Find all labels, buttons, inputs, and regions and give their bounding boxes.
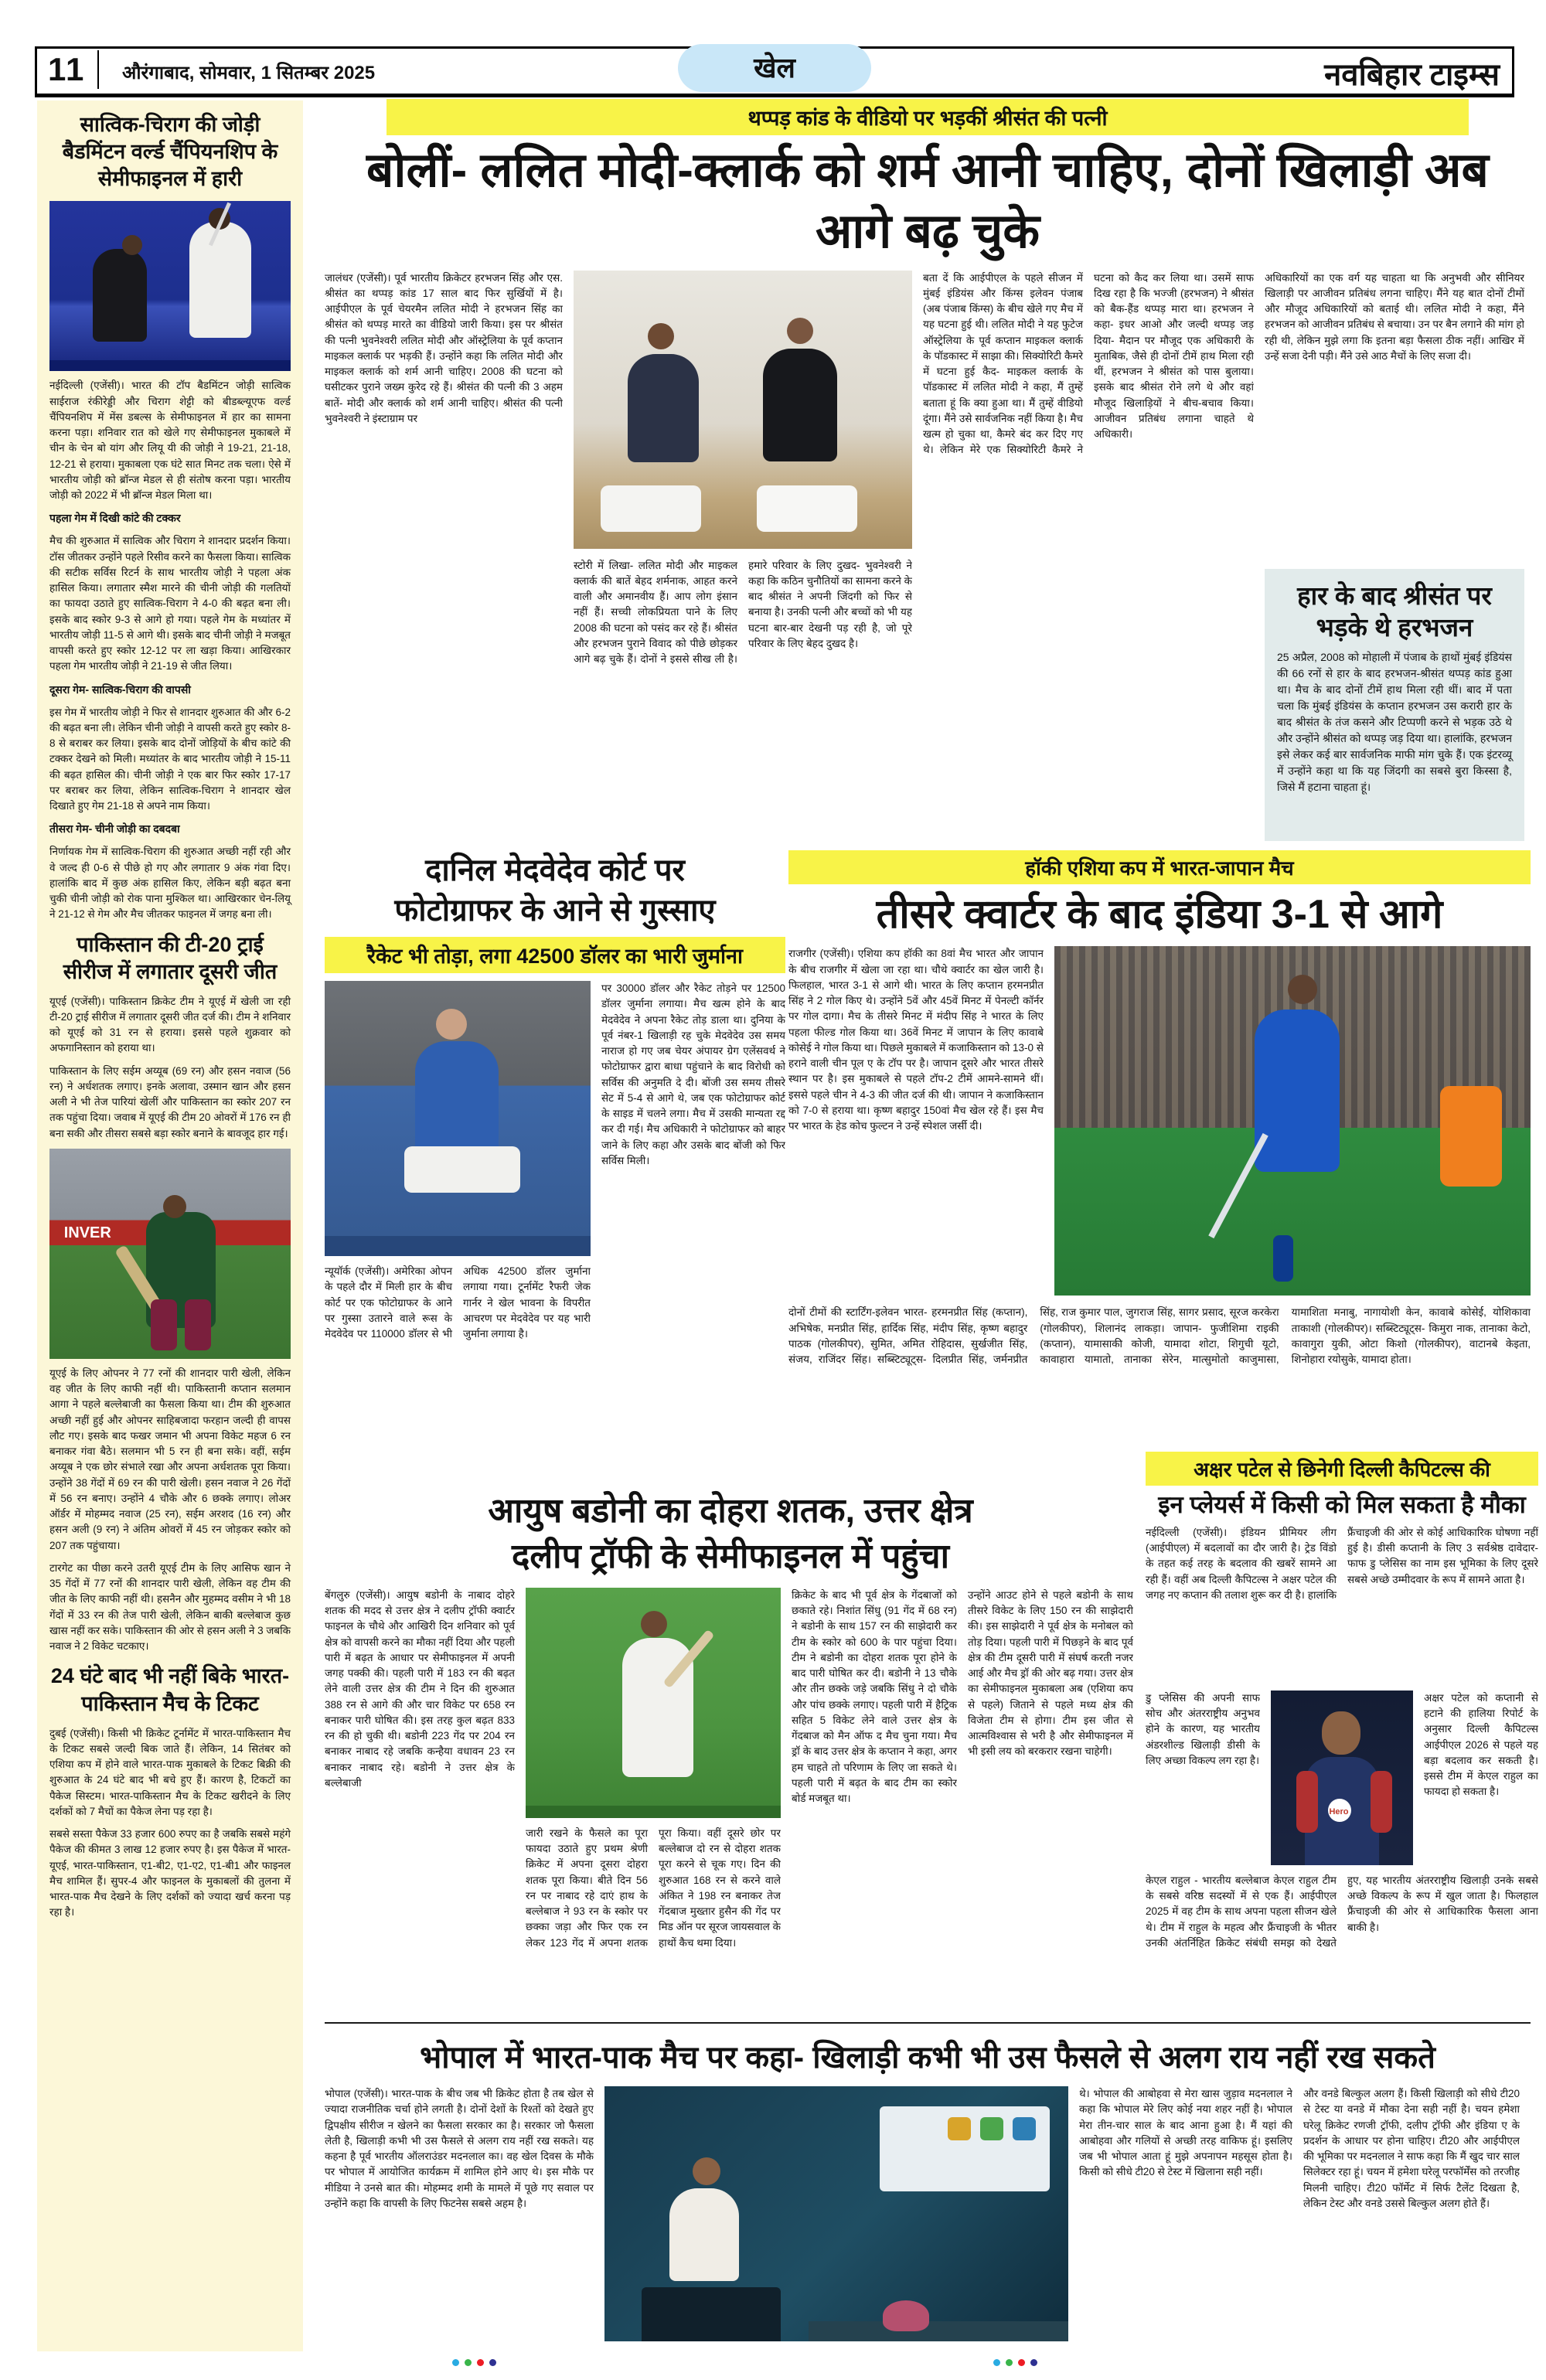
badminton-headline: सात्विक-चिराग की जोड़ी बैडमिंटन वर्ल्ड चैंपियनशिप के सेमीफाइनल में हारी [62, 113, 278, 191]
left-column [37, 100, 303, 2351]
photo-badoni-celebration [526, 1588, 781, 1818]
akshar-right-text: अक्षर पटेल को कप्तानी से हटाने की हालिया रिपोर्ट के अनुसार दिल्ली कैपिटल्स आईपीएल 2026 से पहले यह बड़ा बदलाव कर सकती है। इससे टीम में केएल राहुल का फायदा हो सकता है। [1424, 1691, 1538, 1798]
badminton-subhead2: दूसरा गेम- सात्विक-चिराग की वापसी [49, 683, 191, 696]
medvedev-story [325, 850, 785, 1480]
paper-title: नवबिहार टाइम्स [1324, 58, 1500, 92]
medvedev-right-col: पर 30000 डॉलर और रैकेट तोड़ने पर 12500 डॉलर जुर्माना लगाया। मैच खत्म होने के बाद मेदवेदेव ने अपना रैकेट तोड़ डाला था। दुनिया के पूर्व नंबर-1 खिलाड़ी रह चुके मेदवेदेव उस समय नाराज हो गए जब चेयर अंपायर ग्रेग एलेंसवर्थ ने फोटोग्राफर द्वारा बाधा पहुंचाने के बाद विरोधी को सर्विस की अनुमति दे दी। बोंजी उस समय तीसरे सेट में 5-4 से आगे थे, जब एक फोटोग्राफर कोर्ट के साइड में चलने लगा। मैच में उसकी मान्यता रद्द कर दी गई। मैच अधिकारी ने फोटोग्राफर को बाहर जाने के लिए कहा और उसके बाद बोंजी को फिर सर्विस मिली। [601, 982, 785, 1166]
lead-right-top: अधिकारियों का एक वर्ग यह चाहता था कि अनुभवी और सीनियर खिलाड़ी पर आजीवन प्रतिबंध लगना चाहिए। मैंने यह बात दोनों टीमों और मौजूद अधिकारियों को बताई थी। ललित मोदी ने कहा, मैंने हरभजन को आजीवन प्रतिबंध से बचाया। उन पर बैन लगाने की मांग हो रही थी, लेकिन मुझे लगा कि इतना बड़ा फैसला ठीक नहीं। आखिर में उन्हें सजा देनी पड़ी। मैंने उसे आठ मैचों के लिए सजा दी। [1265, 271, 1524, 362]
footer-dots-right [993, 2356, 1043, 2370]
ad-board-text: INVER [63, 1224, 111, 1241]
photo-medvedev-court [325, 981, 591, 1256]
hockey-col1: राजगीर (एजेंसी)। एशिया कप हॉकी का 8वां मैच भारत और जापान के बीच राजगीर में खेला जा रहा था। चौथे क्वार्टर का खेल जारी है। फिलहाल, भारत 3-1 से आगे थी। भारत के लिए कप्तान हरमनप्रीत सिंह ने 2 गोल किए थे। उन्होंने 5वें और 45वें मिनट में पेनल्टी कॉर्नर पर गोल दागा। मैच के तीसरे मिनट में मंदीप सिंह ने भारत के लिए पहला फील्ड गोल किया था। 36वें मिनट में जापान के लिए कावाबे कोसेई ने गोल किया था। पिछले मुकाबले में कजाकिस्तान को 13-0 से हराने वाली चीन पूल ए के टॉप पर है। जापान दूसरे और भारत तीसरे स्थान पर है। इस मुकाबले से पहले टॉप-2 टीमें आमने-सामने थीं। इससे पहले चीन ने 4-3 की जीत दर्ज की थी। जापान ने कजाकिस्तान को 7-0 से हराया था। कृष्ण बहादुर 150वां मैच खेल रहे हैं। इस मैच पर भारत के हेड कोच फुल्टन ने उन्हें स्पेशल जर्सी दी। [788, 948, 1044, 1132]
badminton-para3: इस गेम में भारतीय जोड़ी ने फिर से शानदार शुरुआत की और 6-2 की बढ़त बना ली। लेकिन चीनी जोड़ी ने वापसी करते हुए स्कोर 8-8 से बराबर कर लिया। इसके बाद दोनों जोड़ियों के बीच कांटे की टक्कर देखने को मिली। मध्यांतर के बाद भारतीय जोड़ी ने 15-11 की बढ़त हासिल की। चीनी जोड़ी ने एक बार फिर स्कोर 17-17 पर बराबर कर लिया, लेकिन सात्विक-चिराग ने शानदार खेल दिखाते हुए गेम 21-18 से अपने नाम किया। [49, 706, 291, 812]
bhopal-story [325, 2027, 1531, 2351]
section-title: खेल [678, 44, 871, 92]
page-number: 11 [48, 50, 99, 89]
akshar-top-text: नईदिल्ली (एजेंसी)। इंडियन प्रीमियर लीग (आईपीएल) में बदलावों का दौर जारी है। ट्रेड विंडो के तहत कई तरह के बदलाव की खबरें सामने आ रही हैं। वहीं अब दिल्ली कैपिटल्स ने अक्षर पटेल की जगह नए कप्तान की तलाश शुरू कर दी है। हालांकि फ्रैंचाइजी की ओर से कोई आधिकारिक घोषणा नहीं हुई है। डीसी कप्तानी के लिए 3 सर्वश्रेष्ठ दावेदार- फाफ डु प्लेसिस का नाम इस भूमिका के लिए दूसरे सबसे अच्छे उम्मीदवार के रूप में सामने आता है। [1146, 1526, 1538, 1601]
badoni-middle [526, 1588, 781, 2073]
masthead [35, 46, 1514, 97]
medvedev-left [325, 981, 591, 1480]
medvedev-headline: दानिल मेदवेदेव कोर्ट पर फोटोग्राफर के आने से गुस्साए [394, 853, 716, 928]
akshar-left-text: डु प्लेसिस की अपनी साफ सोच और अंतरराष्ट्रीय अनुभव होने के कारण, यह भारतीय अंडरशील्ड खिलाड़ी डीसी के लिए अच्छा विकल्प लग रहा है। [1146, 1691, 1260, 1766]
photo-badminton-players [49, 201, 291, 371]
bhopal-col3: थे। भोपाल की आबोहवा से मेरा खास जुड़ाव मदनलाल ने कहा कि भोपाल मेरे लिए कोई नया शहर नहीं है। भोपाल मेरा तीन-चार साल के बाद आना हुआ है। मैं यहां की आबोहवा और गलियों से अच्छी तरह वाकिफ हूं। इसलिए जब भी भोपाल आता हूं मुझे अपनापन महसूस होता है। किसी को सीधे टी20 से टेस्ट में खिलाना सही नहीं। [1079, 2088, 1292, 2178]
badoni-under: जारी रखने के फैसले का पूरा फायदा उठाते हुए प्रथम श्रेणी क्रिकेट में अपना दूसरा दोहरा शतक पूरा किया। बीते दिन 56 रन पर नाबाद रहे दाएं हाथ के बल्लेबाज ने 93 रन के स्कोर पर छक्का जड़ा और फिर एक रन लेकर 123 गेंद में अपना शतक पूरा किया। वहीं दूसरे छोर पर बल्लेबाज दो रन से दोहरा शतक पूरा करने से चूक गए। दिन की शुरुआत 168 रन से करने वाले अंकित ने 198 रन बनाकर तेज गेंदबाज मुख्तार हुसैन की गेंद पर मिड ऑन पर सूरज जायसवाल के हाथों कैच थमा दिया। [526, 1827, 781, 1949]
lead-kicker: थप्पड़ कांड के वीडियो पर भड़कीं श्रीसंत की पत्नी [386, 99, 1469, 135]
badminton-para2: मैच की शुरुआत में सात्विक और चिराग ने शानदार प्रदर्शन किया। टॉस जीतकर उन्होंने पहले रिसीव करने का फैसला किया। सात्विक की सटीक सर्विस रिटर्न के साथ भारतीय जोड़ी ने पहला अंक हासिल किया। लगातार स्मैश मारने की चीनी जोड़ी की गलतियों का फायदा उठाते हुए सात्विक-चिराग ने 4-0 की बढ़त बना ली। इसके बाद स्कोर 9-3 से आगे हो गया। पहले गेम के मध्यांतर में भारतीय जोड़ी 11-5 से आगे थी। इसके बाद चीनी जोड़ी ने मजबूत वापसी करते हुए स्कोर 12-12 पर ला खड़ा किया। आखिरकार पहला गेम भारतीय जोड़ी ने 21-19 से जीत लिया। [49, 535, 291, 672]
badoni-story [325, 1488, 1136, 2083]
photo-cricket-batsman [49, 1149, 291, 1359]
medvedev-subhead: रैकेट भी तोड़ा, लगा 42500 डॉलर का भारी जुर्माना [325, 937, 785, 973]
badoni-headline: आयुष बडोनी का दोहरा शतक, उत्तर क्षेत्र दलीप ट्रॉफी के सेमीफाइनल में पहुंचा [488, 1492, 973, 1576]
akshar-headline: इन प्लेयर्स में किसी को मिल सकता है मौका [1158, 1491, 1526, 1518]
badminton-para1: नईदिल्ली (एजेंसी)। भारत की टॉप बैडमिंटन जोड़ी सात्विक साईराज रंकीरेड्डी और चिराग शेट्टी को बीडब्ल्यूएफ वर्ल्ड चैंपियनशिप में मेंस डबल्स के सेमीफाइनल में हार का सामना करना पड़ा। शनिवार रात को खेले गए सेमीफाइनल मुकाबले में चीन के चेन बो यांग और लियू यी की जोड़ी ने 19-21, 21-18, 12-21 से हराया। मुकाबला एक घंटे सात मिनट तक चला। ऐसे में भारतीय जोड़ी को ब्रॉन्ज मेडल से ही संतोष करना पड़ा। भारतीय जोड़ी को 2022 में भी ब्रॉन्ज मेडल मिला था। [49, 380, 291, 502]
pak-para3: यूएई के लिए ओपनर ने 77 रनों की शानदार पारी खेली, लेकिन वह जीत के लिए काफी नहीं थी। पाकिस्तानी कप्तान सलमान आगा ने पहले बल्लेबाजी का फैसला किया था। टीम की शुरुआत अच्छी नहीं हुई और ओपनर साहिबजादा फरहान जल्दी ही वापस लौट गए। इसके बाद फखर जमान भी अपना विकेट महज 6 रन बनाकर गंवा बैठे। सलमान भी 5 रन ही बना सके। वहीं, सईम अय्यूब ने एक छोर संभाले रखा और अपना अर्धशतक पूरा किया। उन्होंने 38 गेंदों में 69 रन की पारी खेली। हसन नवाज ने 26 गेंदों में 56 रन बनाए। उन्होंने 4 चौके और 6 छक्के लगाए। लोअर ऑर्डर में मोहम्मद नवाज (25 रन), सईम अरशद (16 रन) और हसन अली (9 रन) ने अंतिम ओवरों में 45 रन जोड़कर स्कोर को 207 तक पहुंचाया। [49, 1367, 291, 1551]
dateline: औरंगाबाद, सोमवार, 1 सितम्बर 2025 [122, 63, 376, 83]
harbhajan-box-body: 25 अप्रैल, 2008 को मोहाली में पंजाब के हाथों मुंबई इंडियंस की 66 रनों से हार के बाद हरभजन-श्रीसंत थप्पड़ कांड हुआ था। मैच के बाद दोनों टीमें हाथ मिला रही थीं। बाद में पता चला कि मुंबई इंडियंस के कप्तान हरभजन उस करारी हार के बाद श्रीसंत के तंज कसने और टिप्पणी करने से भड़क उठे थे और उन्होंने श्रीसंत को थप्पड़ जड़ दिया था। हालांकि, हरभजन इसे लेकर कई बार सार्वजनिक माफी मांग चुके हैं। एक इंटरव्यू में उन्होंने कहा था कि यह जिंदगी का सबसे बुरा किस्सा है, जिसे मैं हटाना चाहता हूं। [1277, 651, 1512, 794]
medvedev-under: न्यूयॉर्क (एजेंसी)। अमेरिका ओपन के पहले दौर में मिली हार के बीच कोर्ट पर एक फोटोग्राफर के आने पर गुस्सा उतारने वाले रूस के मेदवेदेव पर 110000 डॉलर से भी अधिक 42500 डॉलर जुर्माना लगाया गया। टूर्नामेंट रैफरी जेक गार्नर ने खेल भावना के विपरीत आचरण पर मेदवेदेव पर यह भारी जुर्माना लगाया है। [325, 1265, 591, 1340]
pak-para4: टारगेट का पीछा करने उतरी यूएई टीम के लिए आसिफ खान ने 35 गेंदों में 77 रनों की शानदार पारी खेली, लेकिन वह टीम की जीत के लिए काफी नहीं थी। हसनैन और मुहम्मद वसीम ने भी 18 गेंदों में 33 रन की तेज पारी खेली, लेकिन बाकी बल्लेबाज कुछ खास नहीं कर सके। पाकिस्तान की ओर से हसन अली ने 3 जबकि नवाज ने 2 विकेट चटकाए। [49, 1561, 291, 1653]
jersey-logo-text: Hero [1329, 1807, 1349, 1817]
lead-right-rail [1265, 271, 1524, 843]
akshar-story [1146, 1452, 1538, 2082]
hockey-story [788, 850, 1531, 1480]
photo-akshar-patel [1271, 1691, 1413, 1865]
badminton-subhead1: पहला गेम में दिखी कांटे की टक्कर [49, 512, 181, 525]
pak-headline: पाकिस्तान की टी-20 ट्राई सीरीज में लगातार दूसरी जीत [63, 932, 278, 983]
lead-under-photo: स्टोरी में लिखा- ललित मोदी और माइकल क्लार्क की बातें बेहद शर्मनाक, आहत करने वाली और अमानवीय हैं। आप लोग इंसान नहीं हैं। सच्ची लोकप्रियता पाने के लिए 2008 की घटना को पसंद कर रहे हैं। श्रीसंत और हरभजन पुराने विवाद को पीछे छोड़कर आगे बढ़ चुके हैं। दोनों ने इससे सीख ली है। हमारे परिवार के लिए दुखद- भुवनेश्वरी ने कहा कि कठिन चुनौतियों का सामना करने के बाद श्रीसंत ने अपनी जिंदगी को फिर से बनाया है। उनकी पत्नी और बच्चों को भी यह घटना बार-बार देखनी पड़ रही है, जो पूरे परिवार के लिए बेहद दुखद है। [574, 559, 912, 666]
bhopal-col1: भोपाल (एजेंसी)। भारत-पाक के बीच जब भी क्रिकेट होता है तब खेल से ज्यादा राजनीतिक चर्चा होने लगती है। दोनों देशों के रिश्तों को देखते हुए द्विपक्षीय सीरीज न खेलने का फैसला सरकार का है। सरकार जो फैसला लेती है, खिलाड़ी कभी भी उस फैसले से अलग राय नहीं रख सकते। यह कहना है पूर्व भारतीय ऑलराउंडर मदनलाल का। वह खेल दिवस के मौके पर भोपाल में आयोजित कार्यक्रम में शामिल होने आए थे। इस मौके पर मीडिया ने उनसे बात की। मोहम्मद शमी के मामले में पूछे गए सवाल पर उन्होंने कहा कि वापसी के लिए फिटनेस सबसे अहम है। [325, 2088, 594, 2209]
harbhajan-box-headline: हार के बाद श्रीसंत पर भड़के थे हरभजन [1297, 581, 1492, 642]
pak-para2: पाकिस्तान के लिए सईम अय्यूब (69 रन) और हसन नवाज (56 रन) ने अर्धशतक लगाए। इनके अलावा, उस्मान खान और हसन अली ने भी तेज पारियां खेलीं और पाकिस्तान का स्कोर 207 रन तक पहुंचा दिया। जवाब में यूएई की टीम 20 ओवरों में 176 रन ही बना सकी और तीसरा सबसे बड़ा स्कोर बनाने के बावजूद हार गई। [49, 1064, 291, 1139]
badoni-col3: क्रिकेट के बाद भी पूर्व क्षेत्र के गेंदबाजों को छकाते रहे। निशांत सिंधु (91 गेंद में 68 रन) ने बडोनी के साथ 157 रन की साझेदारी कर टीम के स्कोर को 600 के पार पहुंचा दिया। टीम ने बडोनी का दोहरा शतक पूरा होने के बाद पारी घोषित कर दी। बडोनी ने 13 चौके और तीन छक्के जड़े जबकि सिंधु ने दो चौके और पांच छक्के लगाए। पहली पारी में हैट्रिक सहित 5 विकेट लेने वाले उत्तर क्षेत्र के गेंदबाज को मैन ऑफ द मैच चुना गया। मैच ड्रॉ के बाद उत्तर क्षेत्र के कप्तान ने कहा, अगर हम चाहते तो परिणाम के लिए जा सकते थे। पहली पारी में बढ़त के बाद टीम का स्कोर बोर्ड मजबूत था। [792, 1588, 957, 1805]
photo-sreesanth-interview [574, 271, 912, 549]
lead-col1: जालंधर (एजेंसी)। पूर्व भारतीय क्रिकेटर हरभजन सिंह और एस. श्रीसंत का थप्पड़ कांड 17 साल बाद फिर सुर्खियों में है। आईपीएल के पूर्व चेयरमैन ललित मोदी ने हरभजन सिंह का श्रीसंत को थप्पड़ मारते का वीडियो जारी किया। इस पर श्रीसंत की पत्नी भुवनेश्वरी ललित मोदी और ऑस्ट्रेलिया के पूर्व कप्तान माइकल क्लार्क पर भड़की हैं। उन्होंने कहा कि ललित मोदी और माइकल क्लार्क को शर्म आनी चाहिए। 2008 की घटना को घसीटकर पुराने जख्म कुरेद रहे हैं। श्रीसंत की पत्नी की 3 अहम बातें- मोदी और क्लार्क को शर्म आनी चाहिए। श्रीसंत की पत्नी भुवनेश्वरी ने इंस्टाग्राम पर [325, 271, 563, 424]
photo-hockey-match [1054, 946, 1531, 1296]
lead-headline: बोलीं- ललित मोदी-क्लार्क को शर्म आनी चाहिए, दोनों खिलाड़ी अब आगे बढ़ चुके [366, 144, 1489, 259]
lead-story [325, 99, 1531, 843]
badminton-para4: निर्णायक गेम में सात्विक-चिराग की शुरुआत अच्छी नहीं रही और वे जल्द ही 0-6 से पीछे हो गए और लगातार 9 अंक गंवा दिए। हालांकि बाद में कुछ अंक हासिल किए, लेकिन बड़ी बढ़त बना चुकी चीनी जोड़ी को रोक पाना मुश्किल था। आखिरकार चेन-लियू ने 21-12 से गेम और मैच जीतकर फाइनल में जगह बना ली। [49, 846, 291, 921]
footer-dots-left [452, 2356, 502, 2370]
tickets-para1: दुबई (एजेंसी)। किसी भी क्रिकेट टूर्नामेंट में भारत-पाकिस्तान मैच के टिकट सबसे जल्दी बिक जाते हैं। लेकिन, 14 सितंबर को एशिया कप में होने वाले भारत-पाक मुकाबले के टिकट बिक्री की शुरुआत के 24 घंटे बाद भी बचे हुए हैं। कारण है, टिकटों का पैकेज सिस्टम। भारत-पाकिस्तान मैच के टिकट खरीदने के लिए दर्शकों को 7 मैचों का पैकेज लेना पड़ रहा है। [49, 1727, 291, 1817]
bhopal-col4: और वनडे बिल्कुल अलग हैं। किसी खिलाड़ी को सीधे टी20 से टेस्ट या वनडे में मौका देना सही नहीं है। चयन हमेशा घरेलू क्रिकेट रणजी ट्रॉफी, दलीप ट्रॉफी और इंडिया ए के प्रदर्शन के आधार पर होना चाहिए। टी20 और आईपीएल की भूमिका पर मदनलाल ने साफ कहा कि मैं खुद चार साल सिलेक्टर रहा हूं। चयन में हमेशा घरेलू परफॉर्मेंस को तरजीह मिलनी चाहिए। टी20 फॉर्मेट में सिर्फ टैलेंट दिखता है, लेकिन टेस्ट और वनडे उससे बिल्कुल अलग होते हैं। [1303, 2088, 1520, 2209]
akshar-bottom-text: केएल राहुल - भारतीय बल्लेबाज केएल राहुल टीम के सबसे वरिष्ठ सदस्यों में से एक हैं। आईपीएल 2025 में वह टीम के साथ अपना पहला सीजन खेले थे। टीम में राहुल के महत्व और फ्रैंचाइजी के भीतर उनकी अंतर्निहित क्रिकेट संबंधी समझ को देखते हुए, यह भारतीय अंतरराष्ट्रीय खिलाड़ी उनके सबसे अच्छे विकल्प के रूप में खुल जाता है। फिलहाल फ्रैंचाइजी की ओर से आधिकारिक फैसला आना बाकी है। [1146, 1874, 1538, 1949]
hockey-teams: दोनों टीमों की स्टार्टिंग-इलेवन भारत- हरमनप्रीत सिंह (कप्तान), अभिषेक, मनप्रीत सिंह, हार्दिक सिंह, मंदीप सिंह, कृष्ण बहादुर पाठक (गोलकीपर), सुमित, अमित रोहिदास, सुर्खजीत सिंह, संजय, राजिंदर सिंह। सब्स्टिट्यूट्स- दिलप्रीत सिंह, जर्मनप्रीत सिंह, राज कुमार पाल, जुगराज सिंह, सागर प्रसाद, सूरज करकेरा (गोलकीपर), शिलानंद लाकड़ा। जापान- फुजीशिमा राइकी (कप्तान), यामासाकी कोजी, यामादा शोटा, शिगुची यूटो, कावाहारा यामातो, तानाका सेरेन, मात्सुमोतो काजुमासा, यामाशिता मनाबु, नागायोशी केन, कावाबे कोसेई, योशिकावा ताकाशी (गोलकीपर)। सब्स्टिट्यूट्स- किमुरा नाक, तानाका केटो, कावागुरा युकी, ओटा किशो (गोलकीपर), वाटानबे केइता, शिनोहारा रयोसुके, यामादा होता। [788, 1306, 1531, 1366]
akshar-kicker: अक्षर पटेल से छिनेगी दिल्ली कैपिटल्स की [1146, 1452, 1538, 1486]
divider-rule [325, 2022, 1531, 2024]
harbhajan-box [1265, 569, 1524, 841]
lead-col3: बता दें कि आईपीएल के पहले सीजन में मुंबई इंडियंस और किंग्स इलेवन पंजाब (अब पंजाब किंग्स) के बीच खेले गए मैच में यह घटना हुई थी। ललित मोदी ने यह फुटेज ऑस्ट्रेलिया के पूर्व कप्तान माइकल क्लार्क के पॉडकास्ट में साझा की। सिक्योरिटी कैमरे में घटना हुई कैद- माइकल क्लार्क के पॉडकास्ट में ललित मोदी ने कहा, मैं तुम्हें बताता हूं कि क्या हुआ था। मैं तुम्हें वीडियो दूंगा। मैंने उसे सार्वजनिक नहीं किया है। मैच खत्म हो चुका था, कैमरे बंद कर दिए गए थे। लेकिन मेरे एक सिक्योरिटी कैमरे ने घटना को कैद कर लिया था। उसमें साफ दिख रहा है कि भज्जी (हरभजन) ने श्रीसंत को बैक-हैंड थप्पड़ मारा था। हरभजन ने कहा- इधर आओ और जल्दी थप्पड़ जड़ दिया- मैदान पर मौजूद एक अधिकारी के मुताबिक, जैसे ही दोनों टीमें हाथ मिला रही थीं, हरभजन ने श्रीसंत को पास बुलाया। इसके बाद श्रीसंत रोने लगे थे और वहां मौजूद खिलाड़ियों ने बीच-बचाव किया। आजीवन प्रतिबंध लगाना चाहते थे अधिकारी। [923, 271, 1254, 456]
badoni-col4: उन्होंने आउट होने से पहले बडोनी के साथ तीसरे विकेट के लिए 150 रन की साझेदारी की। इस साझेदारी ने पूर्व क्षेत्र के मनोबल को तोड़ दिया। पहली पारी में पिछड़ने के बाद पूर्व क्षेत्र की टीम दूसरी पारी में संघर्ष करती नजर आई और मैच ड्रॉ की ओर बढ़ गया। उत्तर क्षेत्र का सेमीफाइनल मुकाबला अब (एशिया कप से पहले) जिताने से पहले मध्य क्षेत्र की विजेता टीम से होगा। टीम इस जीत से आत्मविश्वास से भरी है और सेमीफाइनल में भी इसी लय को बरकरार रखना चाहेगी। [968, 1588, 1133, 1758]
badoni-col1: बेंगलुरु (एजेंसी)। आयुष बडोनी के नाबाद दोहरे शतक की मदद से उत्तर क्षेत्र ने दलीप ट्रॉफी क्वार्टर फाइनल के चौथे और आखिरी दिन शनिवार को पूर्व क्षेत्र को वापसी करने का मौका नहीं दिया और पहली पारी में बढ़त के आधार पर सेमीफाइनल में अपनी जगह पक्की की। पहली पारी में 183 रन की बढ़त लेने वाली उत्तर क्षेत्र की टीम ने दिन की शुरुआत 388 रन से आगे की और चार विकेट पर 658 रन बनाकर पारी घोषित की। इस तरह कुल बढ़त 833 रन की हो चुकी थी। बडोनी 223 गेंद पर 204 रन बनाकर नाबाद रहे जबकि कन्हैया वधावन 23 रन बनाकर नाबाद रहे। बडोनी ने उत्तर क्षेत्र के बल्लेबाजी [325, 1588, 515, 1789]
tickets-para2: सबसे सस्ता पैकेज 33 हजार 600 रुपए का है जबकि सबसे महंगे पैकेज की कीमत 3 लाख 12 हजार रुपए है। इस पैकेज में भारत-यूएई, भारत-पाकिस्तान, ए1-बी2, ए1-ए2, ए1-बी1 और फाइनल मैच शामिल हैं। सुपर-4 और फाइनल के मुकाबलों की तुलना में भारत-पाक मैच देखने के लिए दर्शकों को ज्यादा खर्च करना पड़ रहा है। [49, 1828, 291, 1919]
hockey-kicker: हॉकी एशिया कप में भारत-जापान मैच [788, 850, 1531, 884]
lead-middle [574, 271, 912, 843]
bhopal-headline: भोपाल में भारत-पाक मैच पर कहा- खिलाड़ी कभी भी उस फैसले से अलग राय नहीं रख सकते [420, 2041, 1435, 2075]
tickets-headline: 24 घंटे बाद भी नहीं बिके भारत-पाकिस्तान मैच के टिकट [50, 1664, 290, 1715]
pak-para1: यूएई (एजेंसी)। पाकिस्तान क्रिकेट टीम ने यूएई में खेली जा रही टी-20 ट्राई सीरीज में लगातार दूसरी जीत दर्ज की। टीम ने शनिवार को यूएई को 31 रन से हराया। इससे पहले शुक्रवार को अफगानिस्तान को हराया था। [49, 995, 291, 1054]
photo-bhopal-event [604, 2086, 1068, 2341]
hockey-headline: तीसरे क्वार्टर के बाद इंडिया 3-1 से आगे [876, 892, 1443, 937]
badminton-subhead3: तीसरा गेम- चीनी जोड़ी का दबदबा [49, 822, 180, 836]
